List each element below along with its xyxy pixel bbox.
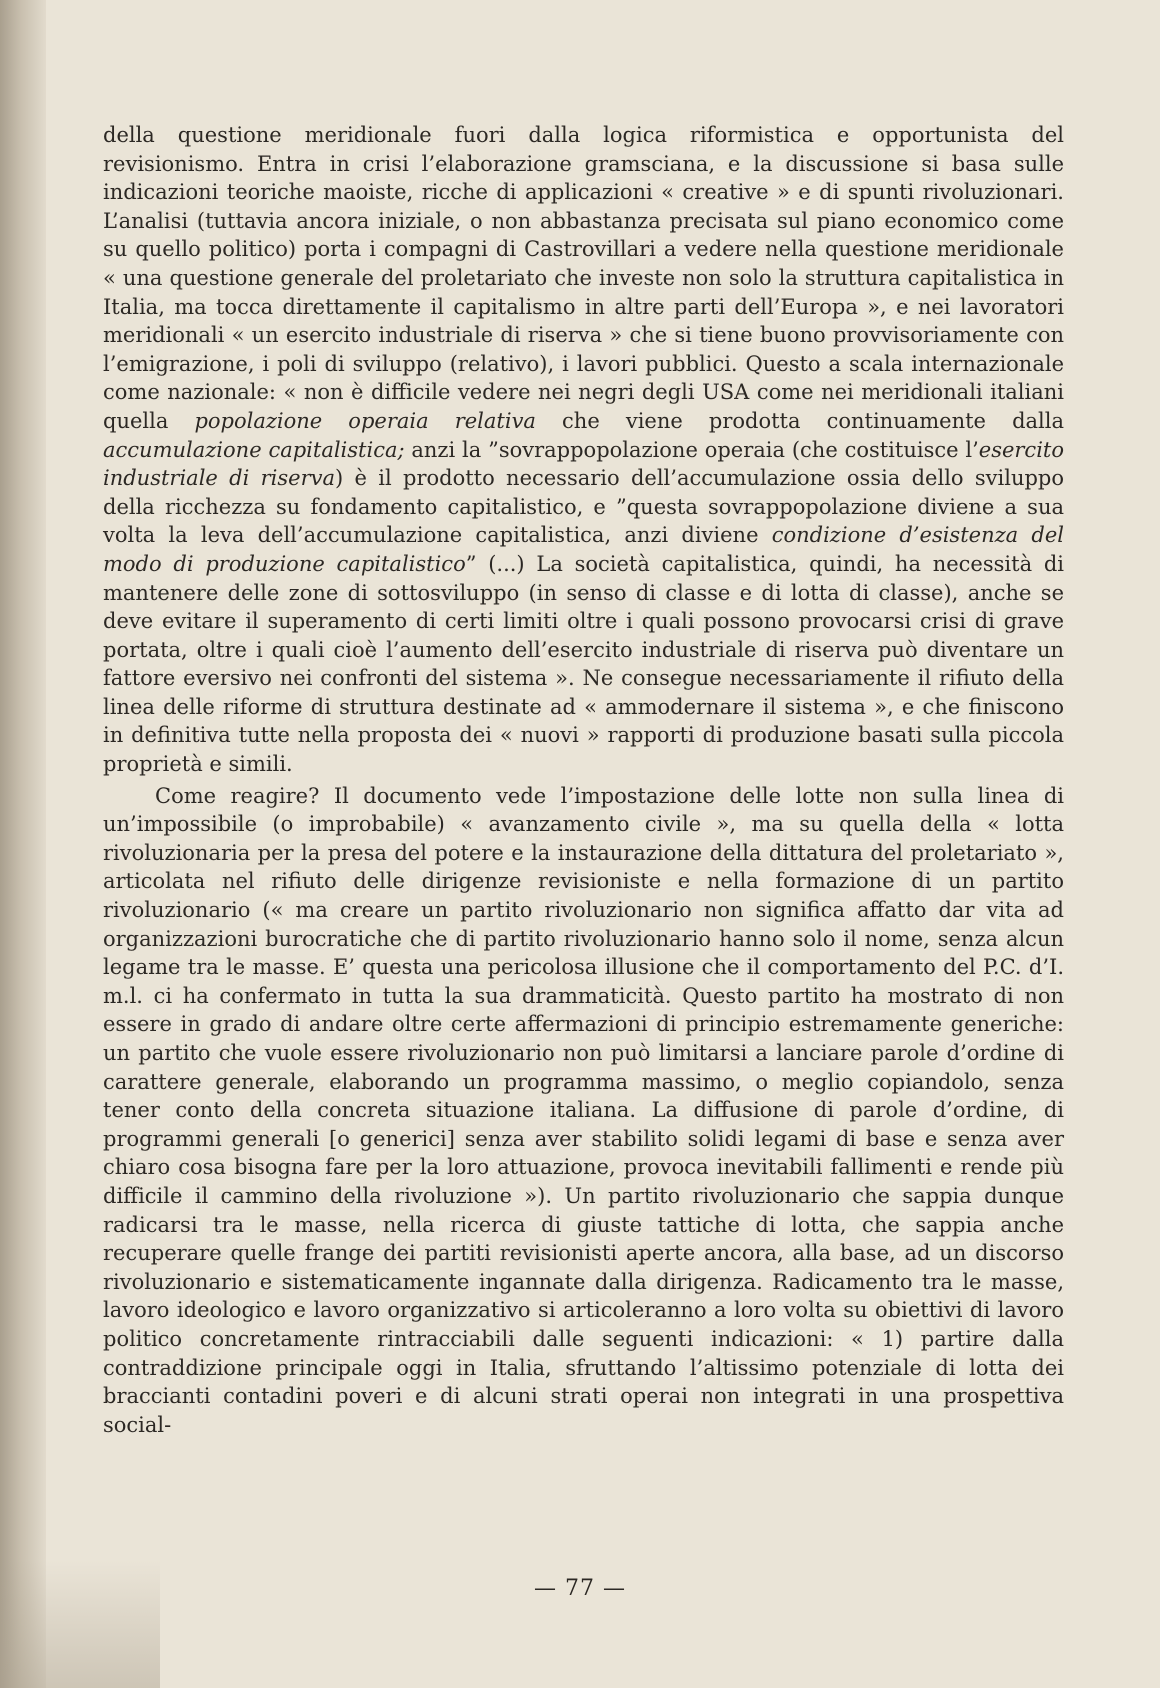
- paragraph: della questione meridionale fuori dalla logica riformistica e opportunista del revisionismo. Entra in crisi l’elaborazione gramsciana, e la discussione si basa sulle indicazioni teoriche maoiste, ricche di applicazioni « creative » e di spunti rivoluzionari. L’analisi (tuttavia ancora iniziale, o non abbastanza precisata sul piano economico come su quello politico) porta i compagni di Castrovillari a vedere nella questione meridionale « una questione generale del proletariato che investe non solo la struttura capitalistica in Italia, ma tocca direttamente il capitalismo in altre parti dell’Europa », e nei lavoratori meridionali « un esercito industriale di riserva » che si tiene buono provvisoriamente con l’emigrazione, i poli di sviluppo (relativo), i lavori pubblici. Questo a scala internazionale come nazionale: « non è difficile vedere nei negri degli USA come nei meridionali italiani quella popolazione operaia relativa che viene prodotta continuamente dalla accumulazione capitalistica; anzi la ”sovrappopolazione operaia (che costituisce l’esercito industriale di riserva) è il prodotto necessario dell’accumulazione ossia dello sviluppo della ricchezza su fondamento capitalistico, e ”questa sovrappopolazione diviene a sua volta la leva dell’accumulazione capitalistica, anzi diviene condizione d’esistenza del modo di produzione capitalistico” (...) La società capitalistica, quindi, ha necessità di mantenere delle zone di sottosviluppo (in senso di classe e di lotta di classe), anche se deve evitare il superamento di certi limiti oltre i quali possono provocarsi crisi di grave portata, oltre i quali cioè l’aumento dell’esercito industriale di riserva può diventare un fattore eversivo nei confronti del sistema ». Ne consegue necessariamente il rifiuto della linea delle riforme di struttura destinate ad « ammodernare il sistema », e che finiscono in definitiva tutte nella proposta dei « nuovi » rapporti di produzione basati sulla piccola proprietà e simili.: [103, 123, 1065, 777]
- body-text: [103, 121, 1064, 1439]
- page-gutter-shadow: [0, 0, 46, 1688]
- page-number: — 77 —: [534, 1576, 626, 1601]
- paragraph: Come reagire? Il documento vede l’impostazione delle lotte non sulla linea di un’impossibile (o improbabile) « avanzamento civile », ma su quella della « lotta rivoluzionaria per la presa del potere e la instaurazione della dittatura del proletariato », articolata nel rifiuto delle dirigenze revisioniste e nella formazione di un partito rivoluzionario (« ma creare un partito rivoluzionario non significa affatto dar vita ad organizzazioni burocratiche che di partito rivoluzionario hanno solo il nome, senza alcun legame tra le masse. E’ questa una pericolosa illusione che il comportamento del P.C. d’I. m.l. ci ha confermato in tutta la sua drammaticità. Questo partito ha mostrato di non essere in grado di andare oltre certe affermazioni di principio estremamente generiche: un partito che vuole essere rivoluzionario non può limitarsi a lanciare parole d’ordine di carattere generale, elaborando un programma massimo, o meglio copiandolo, senza tener conto della concreta situazione italiana. La diffusione di parole d’ordine, di programmi generali [o generici] senza aver stabilito solidi legami di base e senza aver chiaro cosa bisogna fare per la loro attuazione, provoca inevitabili fallimenti e rende più difficile il cammino della rivoluzione »). Un partito rivoluzionario che sappia dunque radicarsi tra le masse, nella ricerca di giuste tattiche di lotta, che sappia anche recuperare quelle frange dei partiti revisionisti aperte ancora, alla base, ad un discorso rivoluzionario e sistematicamente ingannate dalla dirigenza. Radicamento tra le masse, lavoro ideologico e lavoro organizzativo si articoleranno a loro volta su obiettivi di lavoro politico concretamente rintracciabili dalle seguenti indicazioni: « 1) partire dalla contraddizione principale oggi in Italia, sfruttando l’altissimo potenziale di lotta dei braccianti contadini poveri e di alcuni strati operai non integrati in una prospettiva social-: [103, 783, 1064, 1437]
